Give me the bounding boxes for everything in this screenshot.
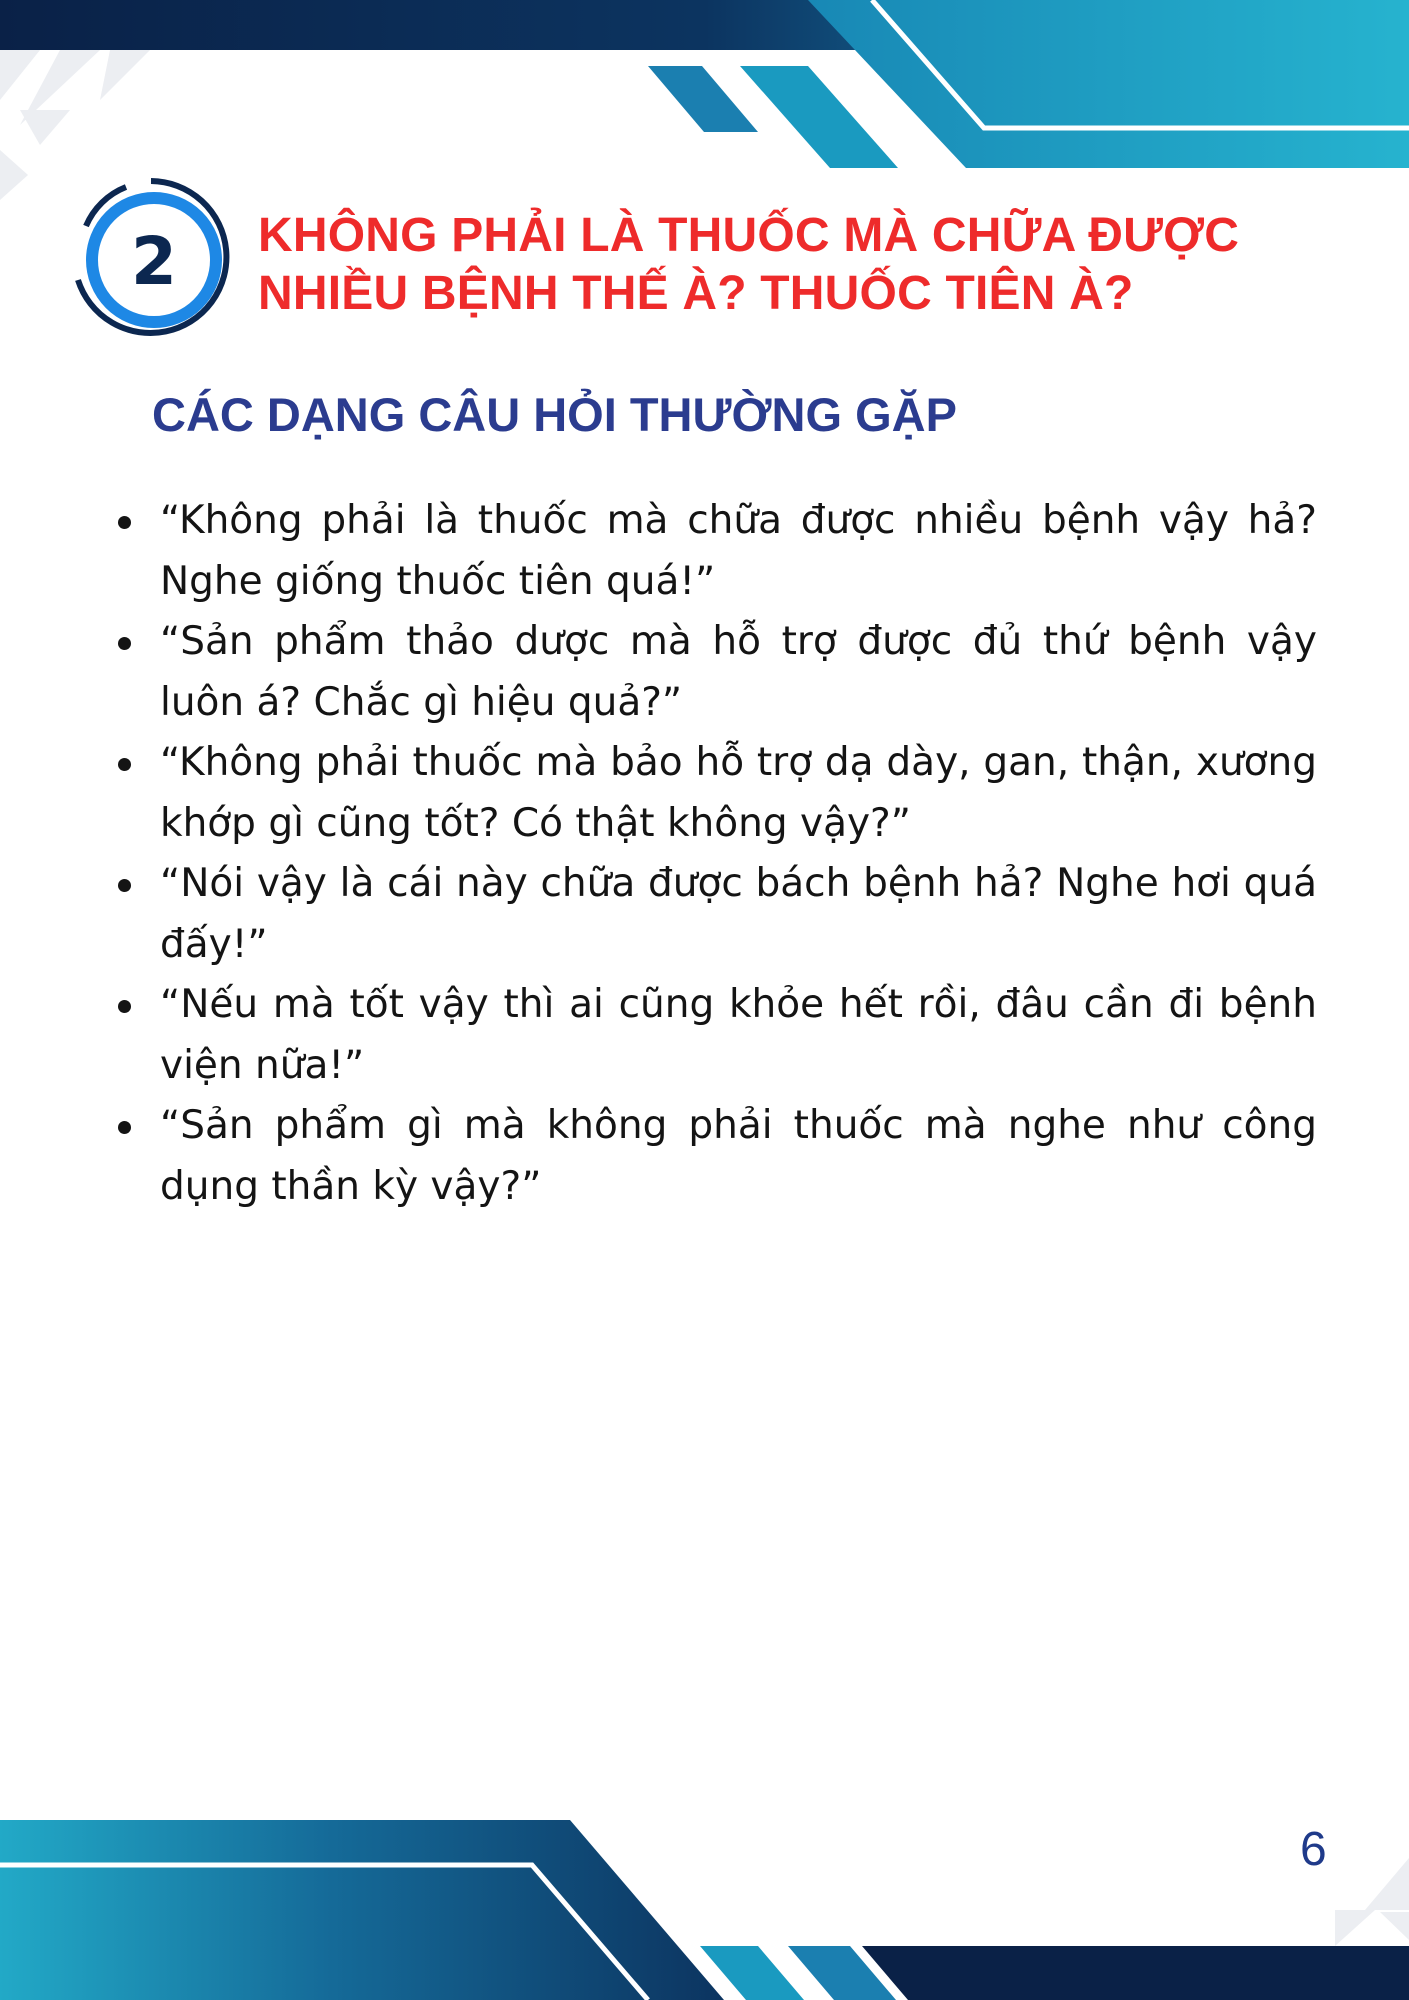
bullet-icon	[118, 758, 131, 771]
list-item	[110, 733, 1317, 854]
corner-pattern	[0, 50, 40, 100]
section-heading	[258, 207, 1338, 323]
question-text: “Nếu mà tốt vậy thì ai cũng khỏe hết rồi, đâu cần đi bệnh viện nữa!”	[160, 982, 1317, 1088]
bottom-white-line	[0, 1865, 648, 2000]
list-item	[110, 1096, 1317, 1217]
header-decoration	[0, 0, 1409, 200]
top-right-block	[808, 0, 1409, 168]
section-number-badge	[66, 172, 236, 342]
question-text: “Sản phẩm thảo dược mà hỗ trợ được đủ thứ bệnh vậy luôn á? Chắc gì hiệu quả?”	[160, 619, 1317, 725]
bottom-navy-band	[862, 1946, 1409, 2000]
bullet-icon	[118, 879, 131, 892]
list-item	[110, 491, 1317, 612]
heading-line-1: KHÔNG PHẢI LÀ THUỐC MÀ CHỮA ĐƯỢC	[258, 209, 1240, 262]
bullet-icon	[118, 637, 131, 650]
question-text: “Sản phẩm gì mà không phải thuốc mà nghe như công dụng thần kỳ vậy?”	[160, 1103, 1317, 1209]
top-stripe-1	[648, 66, 758, 132]
section-number: 2	[131, 223, 177, 300]
page-number: 6	[1300, 1823, 1327, 1876]
list-item	[110, 975, 1317, 1096]
question-text: “Không phải là thuốc mà chữa được nhiều bệnh vậy hả? Nghe giống thuốc tiên quá!”	[160, 498, 1317, 604]
bullet-icon	[118, 516, 131, 529]
list-item	[110, 612, 1317, 733]
subheading: CÁC DẠNG CÂU HỎI THƯỜNG GẶP	[152, 388, 957, 441]
question-text: “Không phải thuốc mà bảo hỗ trợ dạ dày, gan, thận, xương khớp gì cũng tốt? Có thật không vậy?”	[160, 740, 1317, 846]
list-item	[110, 854, 1317, 975]
question-text: “Nói vậy là cái này chữa được bách bệnh hả? Nghe hơi quá đấy!”	[160, 861, 1317, 967]
bullet-icon	[118, 1121, 131, 1134]
bottom-stripe-1	[700, 1946, 804, 2000]
question-list	[110, 491, 1317, 1217]
bullet-icon	[118, 1000, 131, 1013]
heading-line-2: NHIỀU BỆNH THẾ À? THUỐC TIÊN À?	[258, 267, 1134, 320]
bottom-stripe-2	[788, 1946, 896, 2000]
bottom-left-block	[0, 1820, 724, 2000]
corner-pattern-bottom	[1365, 1858, 1409, 1910]
top-stripe-2	[740, 66, 898, 168]
